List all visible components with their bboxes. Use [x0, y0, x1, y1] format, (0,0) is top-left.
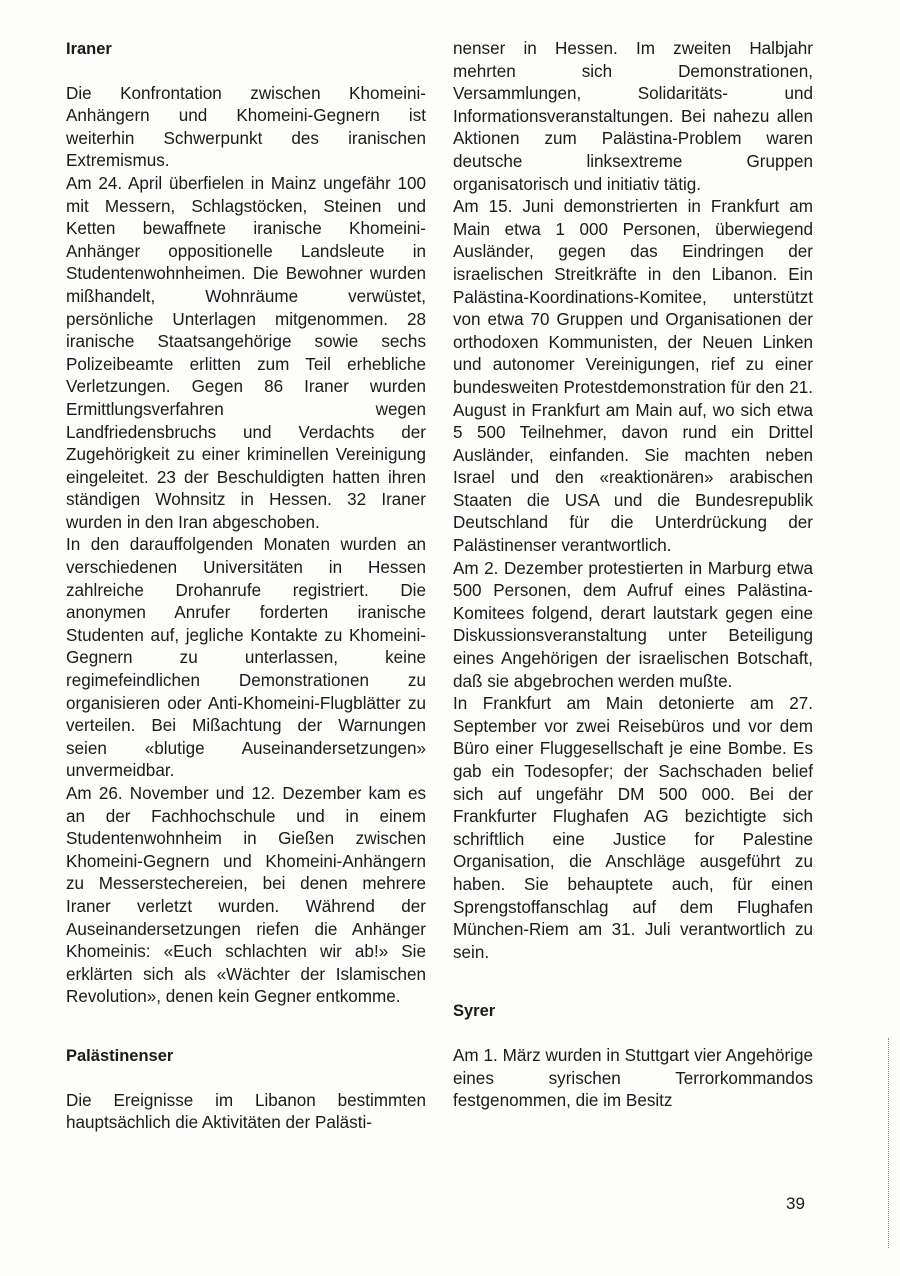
paragraph: nenser in Hessen. Im zweiten Halbjahr mehrten sich Demonstrationen, Versammlungen, Solidaritäts- und Informationsveranstaltungen. Bei nahezu allen Aktionen zum Palästina-Problem waren deutsche linksextreme Gruppen organisatorisch und initiativ tätig.: [453, 39, 813, 194]
paragraph: In Frankfurt am Main detonierte am 27. September vor zwei Reisebüros und vor dem Büro einer Fluggesellschaft je eine Bombe. Es gab ein Todesopfer; der Sachschaden belief sich auf ungefähr DM 500 000. Bei der Frankfurter Flughafen AG bezichtigte sich schriftlich eine Justice for Palestine Organisation, die Anschläge ausgeführt zu haben. Sie behauptete auch, für einen Sprengstoffanschlag auf dem Flughafen München-Riem am 31. Juli verantwortlich zu sein.: [453, 694, 813, 962]
section-heading-palaestinenser: Palästinenser: [66, 1046, 174, 1065]
paragraph: Die Konfrontation zwischen Khomeini-Anhängern und Khomeini-Gegnern ist weiterhin Schwerpunkt des iranischen Extremismus.: [66, 83, 426, 171]
paragraph: Am 15. Juni demonstrierten in Frankfurt am Main etwa 1 000 Personen, überwiegend Ausländer, gegen das Eindringen der israelischen Streitkräfte in den Libanon. Ein Palästina-Koordinations-Komitee, unterstützt von etwa 70 Gruppen und Organisationen der orthodoxen Kommunisten, der Neuen Linken und autonomer Vereinigungen, rief zu einer bundesweiten Protestdemonstration für den 21. August in Frankfurt am Main auf, wo sich etwa 5 500 Teilnehmer, davon rund ein Drittel Ausländer, einfanden. Sie machten neben Israel und den «reaktionären» arabischen Staaten die USA und die Bundesrepublik Deutschland für die Unterdrückung der Palästinenser verantwortlich.: [453, 197, 813, 556]
paragraph: Am 2. Dezember protestierten in Marburg etwa 500 Personen, dem Aufruf eines Palästina-Komitees folgend, derart lautstark gegen eine Diskussionsveranstaltung unter Beteiligung eines Angehörigen der israelischen Botschaft, daß sie abgebrochen werden mußte.: [453, 558, 813, 691]
page-number: 39: [786, 1194, 805, 1213]
paragraph: In den darauffolgenden Monaten wurden an verschiedenen Universitäten in Hessen zahlreiche Drohanrufe registriert. Die anonymen Anrufer forderten iranische Studenten auf, jegliche Kontakte zu Khomeini-Gegnern zu unterlassen, keine regimefeindlichen Demonstrationen zu organisieren oder Anti-Khomeini-Flugblätter zu verteilen. Bei Mißachtung der Warnungen seien «blutige Auseinandersetzungen» unvermeidbar.: [66, 535, 426, 781]
right-column: [453, 38, 813, 1113]
paragraph: Am 1. März wurden in Stuttgart vier Angehörige eines syrischen Terrorkommandos festgenommen, die im Besitz: [453, 1045, 813, 1111]
section-heading-iraner: Iraner: [66, 40, 112, 58]
paragraph: Am 24. April überfielen in Mainz ungefähr 100 mit Messern, Schlagstöcken, Steinen und Ketten bewaffnete iranische Khomeini-Anhänger oppositionelle Landsleute in Studentenwohnheimen. Die Bewohner wurden mißhandelt, Wohnräume verwüstet, persönliche Unterlagen mitgenommen. 28 iranische Staatsangehörige sowie sechs Polizeibeamte erlitten zum Teil erhebliche Verletzungen. Gegen 86 Iraner wurden Ermittlungsverfahren wegen Landfriedensbruchs und Verdachts der Zugehörigkeit zu einer kriminellen Vereinigung eingeleitet. 23 der Beschuldigten hatten ihren ständigen Wohnsitz in Hessen. 32 Iraner wurden in den Iran abgeschoben.: [66, 173, 426, 532]
left-column: [66, 38, 426, 1135]
paragraph: Am 26. November und 12. Dezember kam es an der Fachhochschule und in einem Studentenwohnheim in Gießen zwischen Khomeini-Gegnern und Khomeini-Anhängern zu Messerstechereien, bei denen mehrere Iraner verletzt wurden. Während der Auseinandersetzungen riefen die Anhänger Khomeinis: «Euch schlachten wir ab!» Sie erklärten sich als «Wächter der Islamischen Revolution», denen kein Gegner entkomme.: [66, 784, 426, 1007]
section-heading-syrer: Syrer: [453, 1002, 496, 1021]
paragraph: Die Ereignisse im Libanon bestimmten hauptsächlich die Aktivitäten der Palästi-: [66, 1090, 426, 1133]
margin-marks: [888, 1038, 891, 1248]
